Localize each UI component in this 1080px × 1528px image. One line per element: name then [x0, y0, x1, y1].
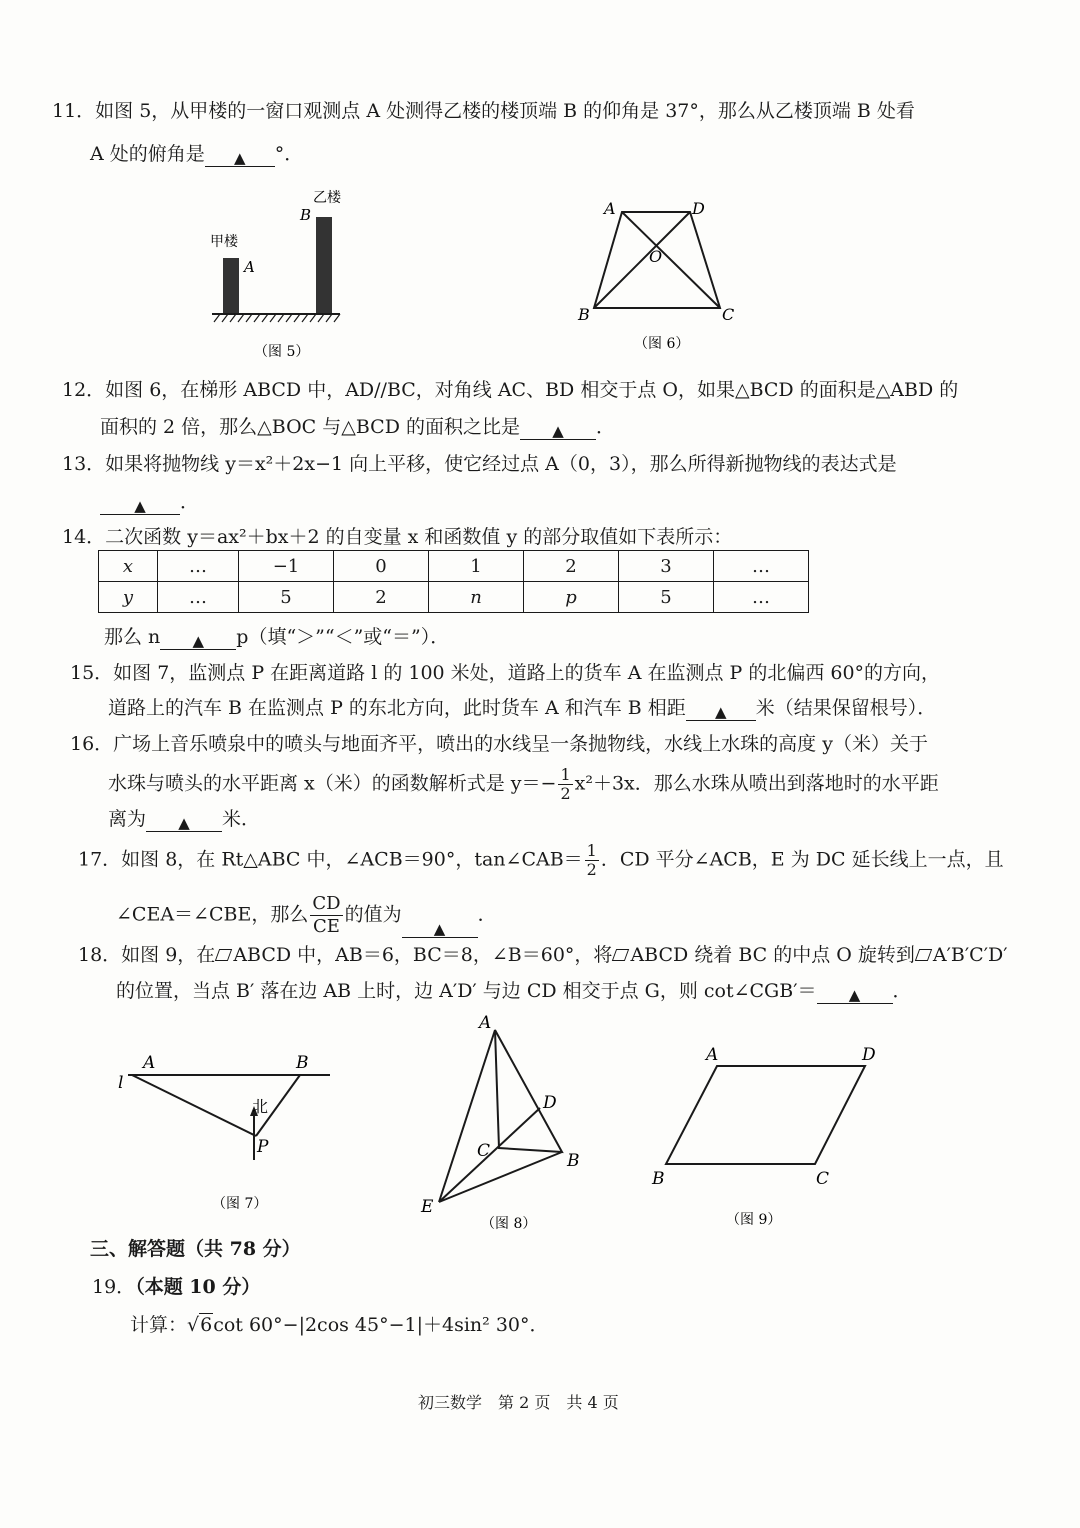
point-a-label: A	[143, 1053, 156, 1073]
point-b-label: B	[300, 206, 312, 224]
q11-prefix: A 处的俯角是	[90, 143, 205, 165]
triangle-icon: ▲	[178, 814, 190, 832]
q17-mid: 的值为	[344, 903, 402, 926]
vertex-d: D	[543, 1093, 557, 1113]
sqrt-icon: √	[187, 1314, 200, 1336]
q12-line2	[100, 414, 615, 440]
q14-line2	[104, 624, 449, 650]
figure-6	[570, 190, 760, 360]
vertex-e: E	[421, 1197, 434, 1217]
table-cell: 2	[524, 551, 619, 582]
table-cell: −1	[239, 551, 334, 582]
point-b-label: B	[296, 1053, 309, 1073]
table-cell: n	[429, 582, 524, 613]
q11-line2	[90, 141, 303, 167]
q18-part-c: ABCD 绕着 BC 的中点 O 旋转到	[630, 944, 915, 966]
q12-suffix: ．	[596, 416, 616, 438]
figure-9	[640, 1038, 900, 1228]
fraction	[558, 766, 572, 803]
building-b-label: 乙楼	[313, 190, 341, 206]
segment-be	[439, 1152, 562, 1202]
q15-prefix: 道路上的汽车 B 在监测点 P 的东北方向，此时货车 A 和汽车 B 相距	[108, 697, 686, 719]
building-b	[316, 217, 332, 314]
vertex-c: C	[477, 1141, 491, 1161]
q17-prefix: 17．如图 8，在 Rt△ABC 中，∠ACB＝90°，tan∠CAB＝	[78, 848, 583, 871]
parallelogram	[666, 1066, 865, 1164]
q17-line2	[116, 893, 497, 938]
table-cell: …	[714, 551, 809, 582]
fraction-numerator: CD	[312, 893, 341, 914]
triangle-icon: ▲	[714, 703, 727, 721]
figure-5-caption: （图 5）	[254, 344, 310, 360]
table-cell: 1	[429, 551, 524, 582]
sqrt-radicand: 6	[200, 1314, 213, 1336]
table-cell: 3	[619, 551, 714, 582]
table-cell: 5	[619, 582, 714, 613]
answer-blank[interactable]	[686, 698, 756, 721]
q19-number: 19．	[92, 1276, 136, 1298]
q15-suffix: 米（结果保留根号）．	[755, 697, 937, 719]
q12-line1: 12．如图 6，在梯形 ABCD 中，AD//BC，对角线 AC、BD 相交于点 O，如果△BCD 的面积是△ABD 的	[62, 379, 959, 401]
q18-part-a: 18．如图 9，在	[78, 944, 216, 966]
vertex-b: B	[652, 1169, 665, 1189]
vertex-b: B	[567, 1151, 580, 1171]
fraction	[585, 842, 599, 879]
q18-part-b: ABCD 中，AB＝6，BC＝8，∠B＝60°，将	[233, 944, 613, 966]
triangle-icon: ▲	[848, 986, 861, 1004]
figure-8	[415, 1010, 595, 1240]
q16-suffix: x²＋3x．那么水珠从喷出到落地时的水平距	[574, 772, 939, 795]
ground-hatch	[214, 314, 340, 322]
answer-blank[interactable]	[160, 627, 236, 650]
q17-suffix2: ．	[477, 903, 497, 926]
triangle-icon: ▲	[192, 632, 205, 650]
table-cell: y	[99, 582, 158, 613]
q17-prefix2: ∠CEA＝∠CBE，那么	[116, 903, 309, 926]
q19-points: （本题 10 分）	[135, 1276, 261, 1298]
q16-suffix3: 米．	[222, 808, 261, 830]
vertex-d: D	[692, 199, 705, 218]
fraction-denominator: 2	[560, 784, 571, 803]
answer-blank[interactable]	[205, 144, 275, 167]
q19-prefix: 计算：	[130, 1314, 188, 1336]
q13-line2	[100, 489, 199, 515]
q14-line1: 14．二次函数 y＝ax²＋bx＋2 的自变量 x 和函数值 y 的部分取值如下表所示：	[62, 526, 733, 548]
triangle-icon: ▲	[134, 497, 146, 515]
vertex-d: D	[862, 1045, 876, 1065]
vertex-a: A	[706, 1045, 719, 1065]
table-row-y	[99, 582, 809, 613]
q19-expression	[130, 1312, 549, 1338]
q18-part-d: A′B′C′D′	[932, 944, 1008, 966]
triangle-icon: ▲	[233, 149, 246, 167]
figure-8-caption: （图 8）	[481, 1216, 537, 1232]
q11-line1: 11．如图 5，从甲楼的一窗口观测点 A 处测得乙楼的楼顶端 B 的仰角是 37°，那么从乙楼顶端 B 处看	[52, 100, 915, 122]
fraction-denominator: CE	[312, 916, 340, 937]
q15-line1: 15．如图 7，监测点 P 在距离道路 l 的 100 米处，道路上的货车 A 在监测点 P 的北偏西 60°的方向，	[70, 662, 941, 684]
parallelogram-icon	[612, 949, 629, 961]
road-label: l	[118, 1073, 124, 1093]
triangle-abc	[495, 1030, 562, 1152]
q16-line2	[108, 766, 939, 803]
building-a	[223, 258, 239, 314]
triangle-icon: ▲	[433, 920, 446, 938]
q16-line1: 16．广场上音乐喷泉中的喷头与地面齐平，喷出的水线呈一条抛物线，水线上水珠的高度 y（米）关于	[70, 733, 928, 755]
vertex-c: C	[722, 305, 735, 324]
q17-line1	[78, 842, 1004, 879]
q14-prefix: 那么 n	[104, 626, 161, 648]
q19-expr: cot 60°−|2cos 45°−1|＋4sin² 30°．	[213, 1314, 549, 1336]
answer-blank[interactable]	[520, 417, 596, 440]
table-cell: …	[714, 582, 809, 613]
triangle-icon: ▲	[552, 422, 564, 440]
point-p-label: P	[257, 1137, 269, 1157]
vertex-b: B	[578, 305, 590, 324]
q13-suffix: ．	[180, 491, 200, 513]
vertex-a: A	[604, 199, 616, 218]
figure-9-caption: （图 9）	[726, 1212, 782, 1228]
q18-suffix: ．	[892, 980, 912, 1002]
table-cell: …	[158, 551, 239, 582]
q14-suffix: p（填“＞”“＜”或“＝”）．	[236, 626, 450, 648]
point-a-label: A	[244, 258, 255, 276]
fraction-denominator: 2	[586, 860, 597, 879]
parallelogram-icon	[215, 949, 232, 961]
q12-prefix: 面积的 2 倍，那么△BOC 与△BCD 的面积之比是	[100, 416, 520, 438]
vertex-c: C	[816, 1169, 830, 1189]
figure-5	[200, 180, 360, 370]
q16-line3	[108, 806, 260, 832]
table-row-x	[99, 551, 809, 582]
q16-prefix3: 离为	[108, 808, 147, 830]
table-cell: 0	[334, 551, 429, 582]
table-cell: …	[158, 582, 239, 613]
answer-blank[interactable]	[100, 492, 180, 515]
figure-6-caption: （图 6）	[634, 336, 690, 352]
table-cell: 5	[239, 582, 334, 613]
answer-blank[interactable]	[146, 809, 222, 832]
values-table	[98, 550, 809, 613]
table-cell: 2	[334, 582, 429, 613]
q18-line1	[78, 942, 1008, 968]
table-cell: p	[524, 582, 619, 613]
q19-heading	[92, 1274, 260, 1300]
point-o: O	[649, 247, 663, 266]
page-footer: 初三数学 第 2 页 共 4 页	[418, 1393, 619, 1412]
q11-suffix: °．	[274, 143, 304, 165]
figure-7	[110, 1040, 350, 1220]
section-heading: 三、解答题（共 78 分）	[90, 1238, 301, 1260]
q16-prefix: 水珠与喷头的水平距离 x（米）的函数解析式是 y＝−	[108, 772, 557, 795]
q18-line2	[116, 978, 912, 1004]
answer-blank[interactable]	[402, 915, 478, 938]
fraction	[310, 893, 342, 938]
fraction-numerator: 1	[586, 841, 597, 860]
q13-line1: 13．如果将抛物线 y＝x²＋2x−1 向上平移，使它经过点 A（0，3），那么所得新抛物线的表达式是	[62, 453, 897, 475]
q18-prefix: 的位置，当点 B′ 落在边 AB 上时，边 A′D′ 与边 CD 相交于点 G，则 cot∠CGB′＝	[116, 980, 817, 1002]
table-cell: x	[99, 551, 158, 582]
q15-line2	[108, 695, 936, 721]
building-a-label: 甲楼	[210, 234, 238, 250]
north-label: 北	[252, 1097, 269, 1116]
segment-pa	[132, 1075, 256, 1136]
fraction-numerator: 1	[560, 765, 571, 784]
q17-suffix: ．CD 平分∠ACB，E 为 DC 延长线上一点，且	[600, 848, 1004, 871]
figure-7-caption: （图 7）	[212, 1196, 268, 1212]
vertex-a: A	[479, 1013, 492, 1033]
answer-blank[interactable]	[817, 981, 893, 1004]
parallelogram-icon	[915, 949, 932, 961]
